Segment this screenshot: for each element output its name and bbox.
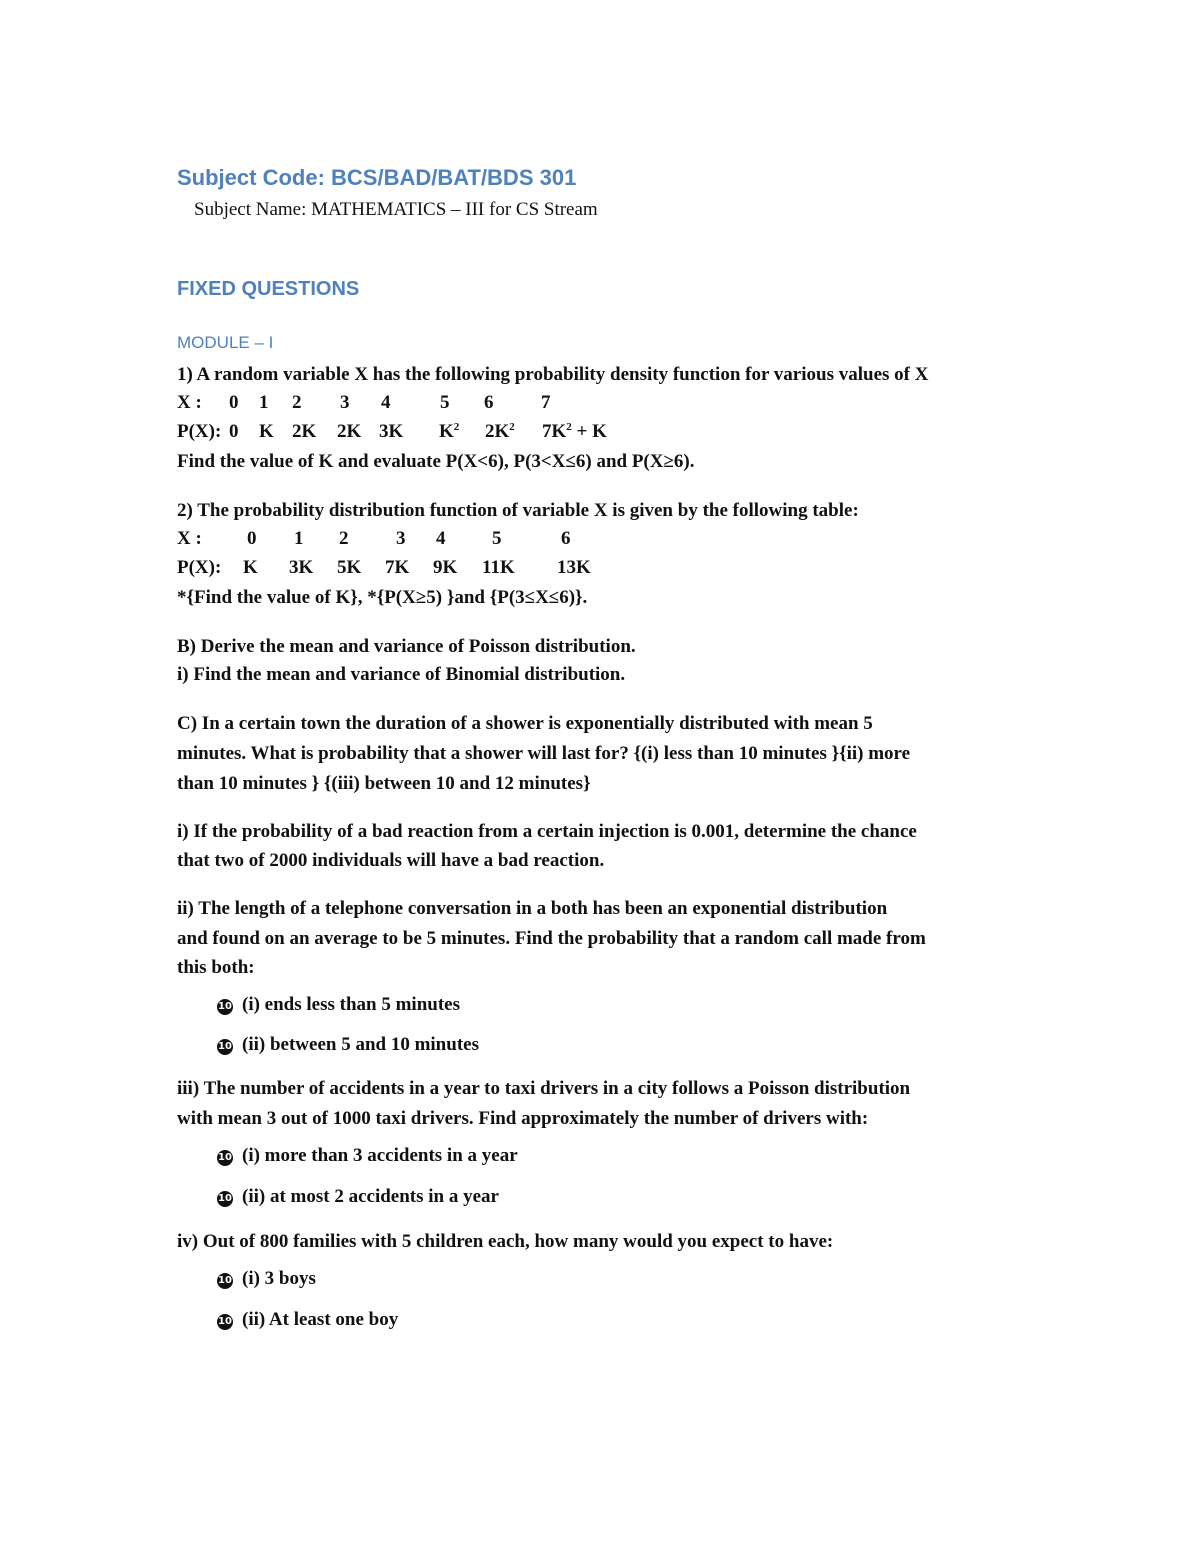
- q2-p-label: P(X):: [177, 557, 222, 578]
- list-item: 10 (i) ends less than 5 minutes: [218, 994, 460, 1015]
- q1-x-value: 2: [292, 392, 302, 413]
- q1-p-value: $K^2$: [439, 421, 460, 442]
- numbered-bullet-icon: 10: [217, 1039, 233, 1055]
- q2-p-value: K: [243, 557, 258, 578]
- exponent: 2: [509, 421, 515, 433]
- module-title: MODULE – I: [177, 333, 274, 352]
- q1-p-value: K: [259, 421, 274, 442]
- qii-label: ii): [177, 898, 194, 919]
- exponent: 2: [566, 421, 572, 433]
- list-item: 10 (i) more than 3 accidents in a year: [218, 1145, 518, 1166]
- q1-p-value: 3K: [379, 421, 404, 442]
- subject-code-heading: Subject Code: BCS/BAD/BAT/BDS 301: [177, 165, 577, 190]
- q2-task: *{Find the value of K}, *{P(X≥5) }and {P(3≤X≤6)}.: [177, 587, 588, 608]
- exponent: 2: [453, 421, 460, 433]
- qii-line-3: this both:: [177, 957, 255, 978]
- q2-x-value: 5: [492, 528, 502, 549]
- list-item: 10 (ii) at most 2 accidents in a year: [218, 1186, 499, 1207]
- q2-x-label: X :: [177, 528, 202, 549]
- qi-label: i): [177, 821, 189, 842]
- q2-x-value: 3: [396, 528, 406, 549]
- q1-x-value: 4: [381, 392, 391, 413]
- q2-x-value: 6: [561, 528, 571, 549]
- q1-p-value: 2K: [337, 421, 362, 442]
- qc-line-1: C) In a certain town the duration of a shower is exponentially distributed with mean 5: [177, 713, 873, 734]
- q1-x-value: 1: [259, 392, 269, 413]
- q2-p-value: 7K: [385, 557, 410, 578]
- q1-p-row: [177, 418, 1047, 446]
- q2-x-value: 4: [436, 528, 446, 549]
- list-item: 10 (ii) between 5 and 10 minutes: [218, 1034, 479, 1055]
- numbered-bullet-icon: 10: [217, 999, 233, 1015]
- q1-x-label: X :: [177, 392, 202, 413]
- q1-x-value: 0: [229, 392, 239, 413]
- q1-p-value: $7K^2 + K$: [542, 421, 607, 442]
- qiv-line-1: iv) Out of 800 families with 5 children each, how many would you expect to have:: [177, 1231, 834, 1252]
- numbered-bullet-icon: 10: [217, 1191, 233, 1207]
- qii-line-1: ii) The length of a telephone conversation in a both has been an exponential distribution: [177, 898, 888, 919]
- q1-x-value: 6: [484, 392, 494, 413]
- q1-p-label: P(X):: [177, 421, 222, 442]
- q1-p-value: 0: [229, 421, 239, 442]
- qb-line-2: i) Find the mean and variance of Binomial distribution.: [177, 664, 626, 685]
- q2-p-value: 13K: [557, 557, 591, 578]
- numbered-bullet-icon: 10: [217, 1314, 233, 1330]
- q1-x-value: 7: [541, 392, 551, 413]
- numbered-bullet-icon: 10: [217, 1150, 233, 1166]
- qiii-line-1: iii) The number of accidents in a year to taxi drivers in a city follows a Poisson distribution: [177, 1078, 911, 1099]
- q2-p-value: 9K: [433, 557, 458, 578]
- q1-x-row: [177, 389, 1047, 417]
- q1-prompt: 1) A random variable X has the following probability density function for various values of X: [177, 364, 929, 385]
- q2-x-row: [177, 525, 1047, 553]
- q2-p-value: 3K: [289, 557, 314, 578]
- q2-p-value: 5K: [337, 557, 362, 578]
- q2-x-value: 2: [339, 528, 349, 549]
- q2-p-value: 11K: [482, 557, 515, 578]
- qb-line-1: B) Derive the mean and variance of Poisson distribution.: [177, 636, 636, 657]
- q1-task: Find the value of K and evaluate P(X<6), P(3<X≤6) and P(X≥6).: [177, 451, 695, 472]
- qiii-label: iii): [177, 1078, 200, 1099]
- section-title: FIXED QUESTIONS: [177, 278, 360, 300]
- qc-line-2: minutes. What is probability that a shower will last for? {(i) less than 10 minutes }{ii) more: [177, 743, 911, 764]
- subject-name: Subject Name: MATHEMATICS – III for CS Stream: [194, 199, 598, 220]
- qiii-line-2: with mean 3 out of 1000 taxi drivers. Find approximately the number of drivers with:: [177, 1108, 869, 1129]
- qii-line-2: and found on an average to be 5 minutes. Find the probability that a random call made from: [177, 928, 926, 949]
- q1-p-value: $2K^2$: [485, 421, 515, 442]
- qi-line-1: i) If the probability of a bad reaction from a certain injection is 0.001, determine the chance: [177, 821, 917, 842]
- q1-x-value: 5: [440, 392, 450, 413]
- q2-prompt: 2) The probability distribution function of variable X is given by the following table:: [177, 500, 859, 521]
- list-item: 10 (i) 3 boys: [218, 1268, 316, 1289]
- qc-line-3: than 10 minutes } {(iii) between 10 and 12 minutes}: [177, 773, 591, 794]
- numbered-bullet-icon: 10: [217, 1273, 233, 1289]
- list-item: 10 (ii) At least one boy: [218, 1309, 399, 1330]
- q2-x-value: 0: [247, 528, 257, 549]
- q1-p-value: 2K: [292, 421, 317, 442]
- qiv-label: iv): [177, 1231, 199, 1252]
- q1-x-value: 3: [340, 392, 350, 413]
- qi-line-2: that two of 2000 individuals will have a bad reaction.: [177, 850, 605, 871]
- q2-x-value: 1: [294, 528, 304, 549]
- q2-p-row: [177, 554, 1047, 582]
